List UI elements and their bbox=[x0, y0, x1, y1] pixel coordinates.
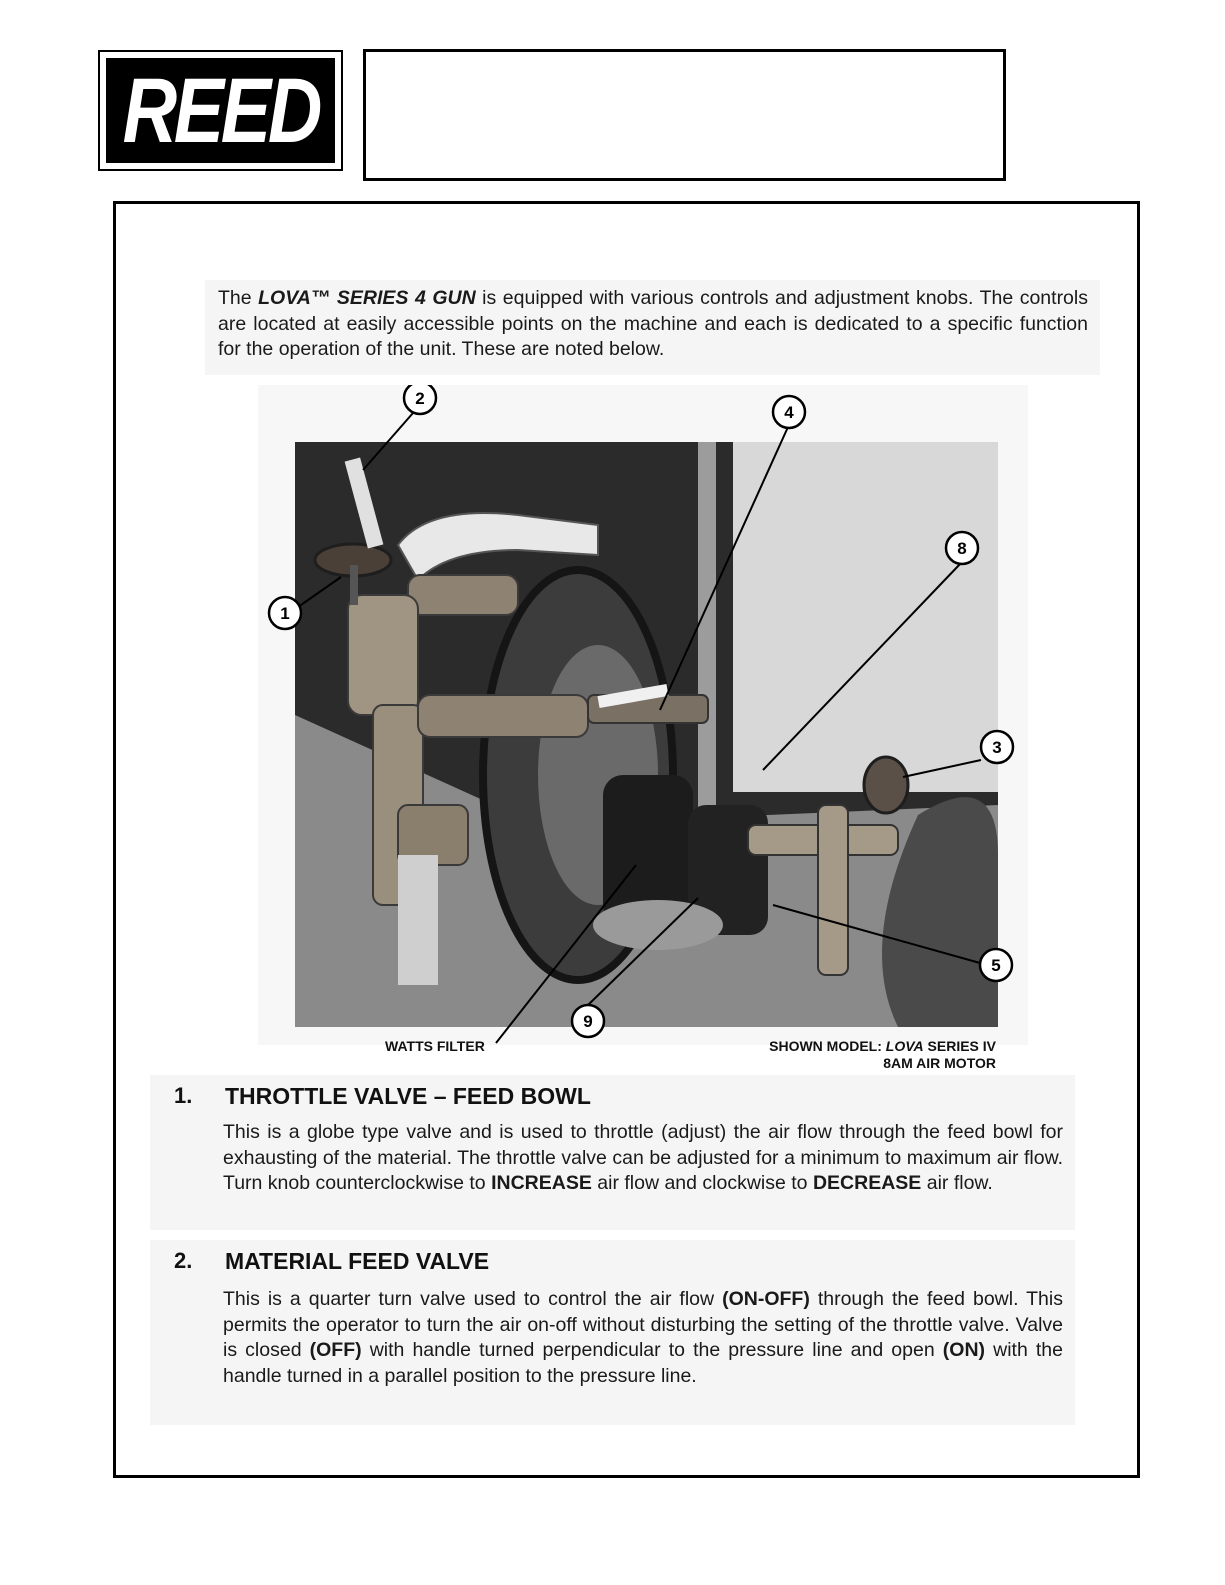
model-prefix: SHOWN MODEL: bbox=[769, 1038, 886, 1054]
section-throttle-valve bbox=[150, 1075, 1075, 1230]
intro-block bbox=[205, 280, 1100, 375]
section-text: air flow and clockwise to bbox=[591, 1172, 813, 1194]
callout-4 bbox=[773, 396, 805, 428]
callout-8-label: 8 bbox=[957, 539, 967, 558]
intro-text-rest: is equipped with various controls and adjustment knobs. The controls are located at easily accessible points on the machine and each is dedicated to a specific function for the operation of the unit. These are noted below. bbox=[218, 287, 1088, 360]
machine-body bbox=[733, 442, 998, 792]
section-text: through the feed bowl. This permits the operator to turn the air on-off without disturbing the setting of the throttle valve. Valve is closed bbox=[223, 1288, 1063, 1361]
model-suffix: SERIES IV bbox=[923, 1038, 996, 1054]
logo-background bbox=[106, 58, 335, 163]
section-number: 2. bbox=[174, 1248, 193, 1273]
motor-line: 8AM AIR MOTOR bbox=[883, 1055, 996, 1071]
section-emphasis: (ON) bbox=[942, 1339, 986, 1361]
machine-photo-illustration bbox=[258, 385, 1028, 1045]
section-text: This is a quarter turn valve used to control the air flow bbox=[223, 1288, 723, 1310]
section-body bbox=[223, 1287, 1063, 1389]
intro-paragraph bbox=[218, 286, 1088, 363]
callout-5-label: 5 bbox=[991, 956, 1001, 975]
machine-photo bbox=[258, 385, 1028, 1045]
section-text: with the handle turned in a parallel position to the pressure line. bbox=[223, 1339, 1063, 1387]
section-emphasis: (ON-OFF) bbox=[722, 1288, 810, 1310]
frame-pole bbox=[698, 442, 716, 842]
model-name-italic: LOVA bbox=[885, 1038, 924, 1054]
section-number: 1. bbox=[174, 1083, 193, 1108]
title-box bbox=[363, 49, 1006, 181]
callout-4-label: 4 bbox=[784, 403, 794, 422]
globe-valve-body bbox=[348, 595, 418, 715]
pipe-horizontal-upper bbox=[408, 575, 518, 615]
section-heading: THROTTLE VALVE – FEED BOWL bbox=[225, 1083, 591, 1109]
pipe-right-vertical bbox=[818, 805, 848, 975]
callout-1-label: 1 bbox=[280, 604, 290, 623]
section-material-feed-valve bbox=[150, 1240, 1075, 1425]
section-emphasis: DECREASE bbox=[812, 1172, 922, 1194]
section-text: This is a globe type valve and is used to throttle (adjust) the air flow through the feed bowl for exhausting of the material. The throttle valve can be adjusted for a minimum to maximum air flow. Turn knob counterclockwise to bbox=[223, 1121, 1063, 1194]
callout-3 bbox=[981, 731, 1013, 763]
callout-3-label: 3 bbox=[992, 738, 1002, 757]
callout-8 bbox=[946, 532, 978, 564]
section-heading: MATERIAL FEED VALVE bbox=[225, 1248, 490, 1274]
callout-5 bbox=[980, 949, 1012, 981]
right-valve-handwheel bbox=[864, 757, 908, 813]
section-emphasis: (OFF) bbox=[309, 1339, 362, 1361]
section-text: with handle turned perpendicular to the pressure line and open bbox=[361, 1339, 943, 1361]
callout-9-label: 9 bbox=[583, 1012, 593, 1031]
section-body bbox=[223, 1120, 1063, 1197]
section-emphasis: INCREASE bbox=[491, 1172, 592, 1194]
model-caption bbox=[769, 1038, 996, 1072]
watts-filter-caption: WATTS FILTER bbox=[385, 1038, 485, 1054]
model-line bbox=[769, 1038, 996, 1055]
section-text: air flow. bbox=[921, 1172, 993, 1194]
callout-9 bbox=[572, 1005, 604, 1037]
callout-2 bbox=[404, 385, 436, 414]
reed-logo bbox=[98, 50, 343, 171]
pipe-white-lower bbox=[398, 855, 438, 985]
logo-text: REED bbox=[122, 59, 319, 162]
pipe-horizontal-middle bbox=[418, 695, 588, 737]
callout-2-label: 2 bbox=[415, 389, 425, 408]
callout-1 bbox=[269, 597, 301, 629]
motor-base bbox=[593, 900, 723, 950]
photo-top-margin bbox=[258, 385, 1028, 442]
intro-text-start: The bbox=[218, 287, 259, 309]
product-name: LOVA™ SERIES 4 GUN bbox=[258, 287, 476, 309]
throttle-valve-stem bbox=[350, 565, 358, 605]
